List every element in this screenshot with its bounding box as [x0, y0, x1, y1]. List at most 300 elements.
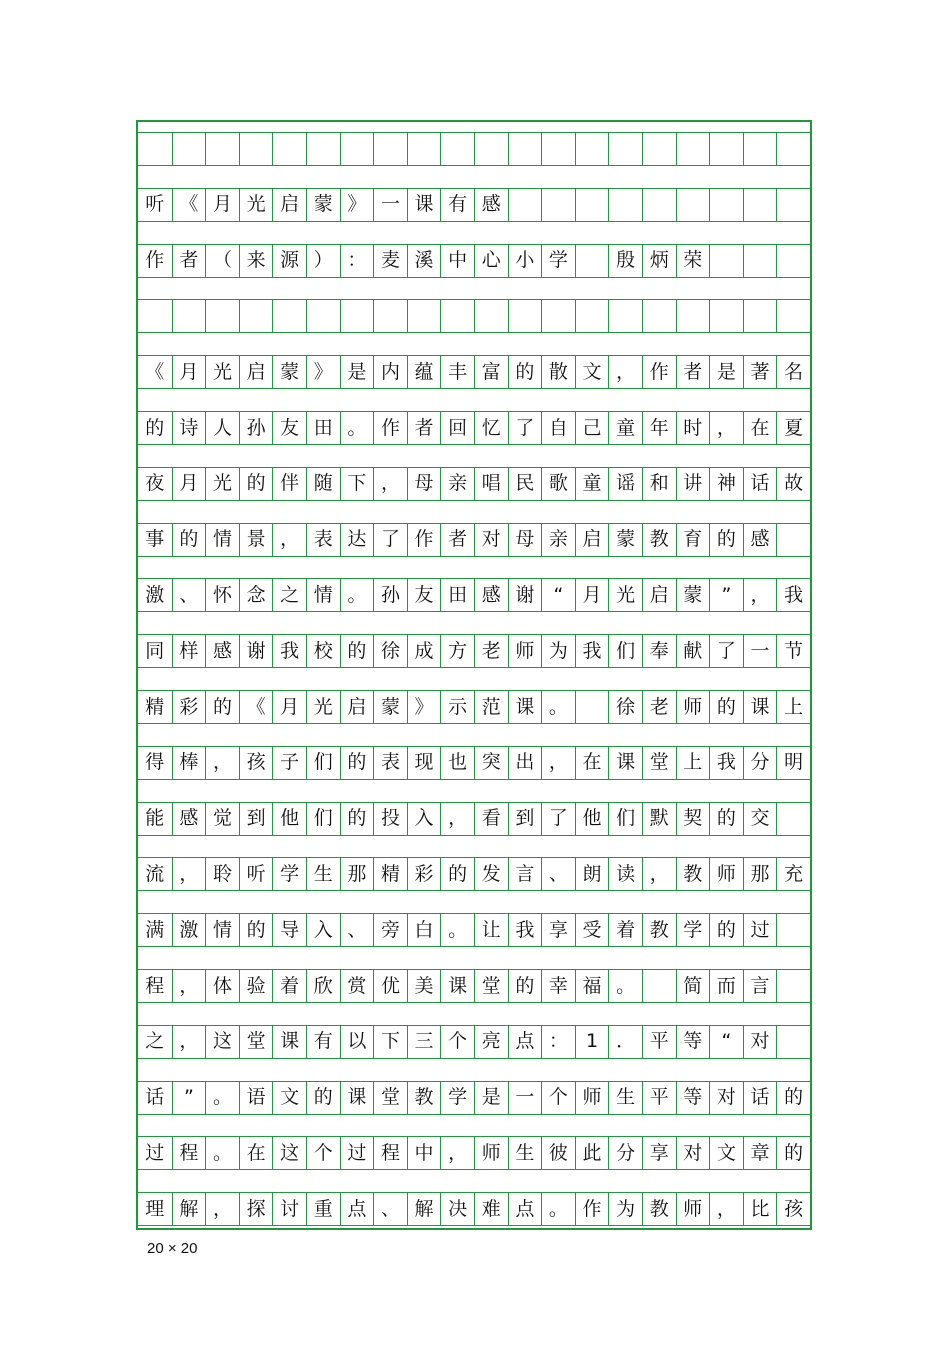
grid-cell [743, 189, 777, 221]
grid-row [138, 1192, 810, 1226]
grid-cell [239, 300, 273, 332]
grid-cell: 为 [541, 635, 575, 667]
grid-row [138, 634, 810, 668]
grid-cell: 育 [676, 524, 710, 556]
grid-cell: 母 [407, 468, 441, 500]
grid-cell: 那 [340, 858, 374, 890]
grid-cell [575, 189, 609, 221]
grid-cell: 对 [743, 1026, 777, 1058]
grid-cell: 享 [541, 914, 575, 946]
grid-cell [172, 300, 206, 332]
grid-cell: ， [709, 412, 743, 444]
grid-row [138, 802, 810, 836]
grid-cell: 发 [474, 858, 508, 890]
grid-cell: 童 [575, 468, 609, 500]
grid-cell: 学 [440, 1082, 474, 1114]
grid-cell: 歌 [541, 468, 575, 500]
grid-cell: 民 [508, 468, 542, 500]
grid-cell: 而 [709, 970, 743, 1002]
grid-cell: 感 [743, 524, 777, 556]
grid-cell: 老 [474, 635, 508, 667]
grid-cell: 田 [306, 412, 340, 444]
grid-cell: 献 [676, 635, 710, 667]
grid-cell: 验 [239, 970, 273, 1002]
grid-cell: 堂 [239, 1026, 273, 1058]
grid-cell [642, 970, 676, 1002]
grid-row [138, 355, 810, 389]
grid-cell: 作 [575, 1193, 609, 1225]
grid-cell: 情 [205, 524, 239, 556]
grid-cell: 有 [440, 189, 474, 221]
grid-cell: 光 [205, 468, 239, 500]
grid-cell: 、 [541, 858, 575, 890]
grid-cell: 《 [145, 360, 165, 383]
grid-cell: 课 [440, 970, 474, 1002]
grid-cell: 蒙 [608, 524, 642, 556]
grid-cell: 蒙 [306, 189, 340, 221]
grid-cell: 三 [407, 1026, 441, 1058]
grid-cell: 中 [440, 245, 474, 277]
grid-cell: 棒 [172, 747, 206, 779]
grid-cell: 等 [676, 1082, 710, 1114]
grid-cell: 导 [272, 914, 306, 946]
grid-cell: 童 [608, 412, 642, 444]
grid-cell: 我 [508, 914, 542, 946]
grid-cell: 教 [676, 858, 710, 890]
grid-cell: 神 [709, 468, 743, 500]
grid-cell: 启 [239, 356, 273, 388]
grid-cell [776, 133, 810, 165]
grid-cell: 课 [272, 1026, 306, 1058]
grid-cell: 年 [642, 412, 676, 444]
grid-cell: 蒙 [676, 579, 710, 611]
grid-cell: 受 [575, 914, 609, 946]
grid-cell: 殷 [608, 245, 642, 277]
grid-cell: 启 [340, 691, 374, 723]
grid-cell: 理 [145, 1197, 165, 1220]
grid-cell: 范 [474, 691, 508, 723]
grid-cell: 方 [440, 635, 474, 667]
grid-cell: （ [205, 245, 239, 277]
grid-cell: ， [743, 579, 777, 611]
grid-cell: 师 [676, 1193, 710, 1225]
grid-cell [440, 133, 474, 165]
grid-cell: 成 [407, 635, 441, 667]
grid-cell: ． [608, 1026, 642, 1058]
grid-cell: ， [440, 1137, 474, 1169]
grid-cell: 谢 [239, 635, 273, 667]
grid-cell: 下 [340, 468, 374, 500]
grid-cell: ） [306, 245, 340, 277]
grid-cell: 一 [373, 189, 407, 221]
grid-cell: 故 [776, 468, 810, 500]
grid-cell: 随 [306, 468, 340, 500]
grid-cell: 为 [608, 1193, 642, 1225]
grid-cell: ” [709, 579, 743, 611]
grid-cell: 来 [239, 245, 273, 277]
grid-cell: 母 [508, 524, 542, 556]
grid-cell: 。 [205, 1082, 239, 1114]
grid-cell [776, 245, 810, 277]
grid-cell: 人 [205, 412, 239, 444]
grid-cell: 。 [340, 412, 374, 444]
grid-cell: 作 [373, 412, 407, 444]
grid-row [138, 690, 810, 724]
grid-cell: 作 [145, 249, 165, 272]
grid-cell: 光 [608, 579, 642, 611]
grid-cell [608, 189, 642, 221]
grid-cell: 点 [508, 1193, 542, 1225]
grid-cell: 个 [440, 1026, 474, 1058]
grid-cell [642, 189, 676, 221]
grid-cell: 奉 [642, 635, 676, 667]
grid-cell: 者 [440, 524, 474, 556]
grid-cell: 学 [676, 914, 710, 946]
grid-cell: 激 [172, 914, 206, 946]
grid-cell: 事 [145, 528, 165, 551]
grid-cell: 能 [145, 807, 165, 830]
grid-cell: 教 [642, 914, 676, 946]
grid-cell: 。 [541, 1193, 575, 1225]
grid-row [138, 188, 810, 222]
grid-cell: ， [172, 858, 206, 890]
grid-cell: 同 [145, 639, 165, 662]
grid-cell [508, 189, 542, 221]
grid-cell: 让 [474, 914, 508, 946]
grid-cell: 》 [340, 189, 374, 221]
grid-cell: 孩 [776, 1193, 810, 1225]
grid-cell [709, 245, 743, 277]
grid-cell [306, 300, 340, 332]
grid-cell: 过 [743, 914, 777, 946]
grid-cell: 月 [272, 691, 306, 723]
grid-cell: 、 [373, 1193, 407, 1225]
grid-cell: 分 [743, 747, 777, 779]
grid-cell: 景 [239, 524, 273, 556]
grid-cell: 朗 [575, 858, 609, 890]
grid-cell [474, 300, 508, 332]
grid-cell: ， [172, 970, 206, 1002]
grid-cell: 也 [440, 747, 474, 779]
grid-cell: 对 [709, 1082, 743, 1114]
grid-cell: 荣 [676, 245, 710, 277]
grid-cell: 是 [340, 356, 374, 388]
grid-cell: 对 [474, 524, 508, 556]
grid-cell: 投 [373, 803, 407, 835]
grid-cell [776, 914, 810, 946]
grid-cell: 的 [172, 524, 206, 556]
grid-cell [709, 189, 743, 221]
grid-cell: 旁 [373, 914, 407, 946]
grid-cell: 生 [608, 1082, 642, 1114]
grid-cell: 的 [340, 803, 374, 835]
grid-cell: 课 [340, 1082, 374, 1114]
grid-cell: 月 [172, 468, 206, 500]
grid-cell [776, 300, 810, 332]
grid-cell: 讨 [272, 1193, 306, 1225]
grid-cell: 文 [575, 356, 609, 388]
grid-cell: ， [541, 747, 575, 779]
grid-cell: 文 [272, 1082, 306, 1114]
grid-row [138, 467, 810, 501]
grid-cell: 上 [776, 691, 810, 723]
grid-cell [373, 300, 407, 332]
grid-cell: 程 [172, 1137, 206, 1169]
grid-cell: 感 [474, 579, 508, 611]
grid-cell: 决 [440, 1193, 474, 1225]
grid-cell: 话 [743, 1082, 777, 1114]
grid-cell: 教 [642, 524, 676, 556]
grid-cell: ， [608, 356, 642, 388]
grid-cell: 表 [306, 524, 340, 556]
grid-cell: 伴 [272, 468, 306, 500]
grid-cell: 著 [743, 356, 777, 388]
grid-cell: 丰 [440, 356, 474, 388]
grid-cell: 着 [608, 914, 642, 946]
grid-cell: 一 [508, 1082, 542, 1114]
grid-cell: 情 [205, 914, 239, 946]
grid-cell: 散 [541, 356, 575, 388]
grid-row [138, 523, 810, 557]
grid-cell: 此 [575, 1137, 609, 1169]
grid-cell: 探 [239, 1193, 273, 1225]
grid-cell: 是 [474, 1082, 508, 1114]
grid-cell [709, 133, 743, 165]
grid-cell: 们 [306, 747, 340, 779]
grid-cell: 充 [776, 858, 810, 890]
grid-cell: 讲 [676, 468, 710, 500]
grid-row [138, 913, 810, 947]
grid-cell: 者 [407, 412, 441, 444]
grid-cell: 了 [709, 635, 743, 667]
grid-cell: 一 [743, 635, 777, 667]
grid-cell: 的 [239, 914, 273, 946]
grid-cell: 徐 [373, 635, 407, 667]
grid-cell: 他 [575, 803, 609, 835]
grid-cell: 我 [776, 579, 810, 611]
grid-cell: 这 [272, 1137, 306, 1169]
grid-cell: 赏 [340, 970, 374, 1002]
grid-cell: 精 [373, 858, 407, 890]
grid-cell [575, 133, 609, 165]
grid-cell: 蕴 [407, 356, 441, 388]
grid-cell: 听 [145, 193, 165, 216]
grid-cell: 那 [743, 858, 777, 890]
grid-cell: 己 [575, 412, 609, 444]
grid-cell [676, 300, 710, 332]
grid-cell: 。 [608, 970, 642, 1002]
grid-cell: 们 [608, 803, 642, 835]
grid-row [138, 746, 810, 780]
grid-cell: 内 [373, 356, 407, 388]
grid-cell [776, 970, 810, 1002]
grid-cell: 、 [172, 579, 206, 611]
grid-cell: 在 [239, 1137, 273, 1169]
grid-cell [172, 133, 206, 165]
grid-cell [676, 133, 710, 165]
grid-cell: 谢 [508, 579, 542, 611]
grid-cell: “ [541, 579, 575, 611]
grid-cell: 自 [541, 412, 575, 444]
grid-cell: 读 [608, 858, 642, 890]
grid-cell: 堂 [474, 970, 508, 1002]
grid-cell: 怀 [205, 579, 239, 611]
grid-cell: 孩 [239, 747, 273, 779]
grid-cell: 月 [172, 356, 206, 388]
grid-cell: 的 [776, 1082, 810, 1114]
grid-cell: 言 [743, 970, 777, 1002]
grid-row [138, 578, 810, 612]
grid-size-label: 20 × 20 [147, 1240, 198, 1257]
grid-cell: 谣 [608, 468, 642, 500]
grid-cell: 课 [407, 189, 441, 221]
grid-cell: 的 [508, 970, 542, 1002]
grid-cell: 月 [575, 579, 609, 611]
grid-cell: ， [272, 524, 306, 556]
grid-cell: 的 [709, 691, 743, 723]
grid-cell: 彩 [172, 691, 206, 723]
grid-cell: 作 [407, 524, 441, 556]
grid-cell: 忆 [474, 412, 508, 444]
grid-cell: 明 [776, 747, 810, 779]
grid-cell: 月 [205, 189, 239, 221]
grid-cell: 启 [272, 189, 306, 221]
grid-cell: 听 [239, 858, 273, 890]
grid-cell: 光 [205, 356, 239, 388]
grid-cell: 我 [272, 635, 306, 667]
grid-cell: 聆 [205, 858, 239, 890]
grid-cell: 示 [440, 691, 474, 723]
grid-cell: ， [205, 1193, 239, 1225]
grid-cell: “ [709, 1026, 743, 1058]
grid-cell: 点 [508, 1026, 542, 1058]
grid-cell: 的 [145, 416, 165, 439]
grid-cell: 富 [474, 356, 508, 388]
grid-cell: 师 [709, 858, 743, 890]
grid-cell: 学 [541, 245, 575, 277]
grid-cell: 等 [676, 1026, 710, 1058]
grid-cell: 、 [340, 914, 374, 946]
grid-cell: 友 [407, 579, 441, 611]
grid-cell: 的 [239, 468, 273, 500]
grid-cell [743, 300, 777, 332]
grid-cell: 言 [508, 858, 542, 890]
grid-cell: 程 [373, 1137, 407, 1169]
grid-cell: 孙 [239, 412, 273, 444]
grid-cell: 我 [709, 747, 743, 779]
grid-cell: 情 [306, 579, 340, 611]
grid-cell: 的 [709, 914, 743, 946]
grid-cell: 节 [776, 635, 810, 667]
grid-cell: 白 [407, 914, 441, 946]
grid-cell: 感 [474, 189, 508, 221]
grid-cell: 。 [340, 579, 374, 611]
grid-cell: 师 [575, 1082, 609, 1114]
grid-cell: 过 [145, 1141, 165, 1164]
grid-cell [205, 133, 239, 165]
grid-cell: 的 [508, 356, 542, 388]
grid-cell: 们 [306, 803, 340, 835]
grid-row [138, 411, 810, 445]
grid-cell: 的 [709, 524, 743, 556]
grid-cell: 分 [608, 1137, 642, 1169]
grid-cell: 夜 [145, 472, 165, 495]
grid-cell: 福 [575, 970, 609, 1002]
grid-cell: 。 [440, 914, 474, 946]
grid-cell [575, 300, 609, 332]
grid-cell: 蒙 [373, 691, 407, 723]
grid-row [138, 1025, 810, 1059]
grid-row [138, 244, 810, 278]
grid-cell: 体 [205, 970, 239, 1002]
grid-cell: 在 [575, 747, 609, 779]
grid-cell: ， [172, 1026, 206, 1058]
grid-cell: 的 [340, 747, 374, 779]
manuscript-grid-paper [136, 120, 812, 1230]
grid-cell: 彩 [407, 858, 441, 890]
grid-cell [205, 300, 239, 332]
grid-cell: 下 [373, 1026, 407, 1058]
grid-cell: 光 [306, 691, 340, 723]
grid-cell: 享 [642, 1137, 676, 1169]
grid-cell: 彼 [541, 1137, 575, 1169]
grid-cell [575, 691, 609, 723]
grid-cell: 1 [575, 1026, 609, 1058]
grid-cell: 生 [306, 858, 340, 890]
grid-cell: 课 [508, 691, 542, 723]
grid-cell [776, 189, 810, 221]
grid-cell [138, 133, 172, 165]
grid-cell: 之 [145, 1030, 165, 1053]
grid-cell: 出 [508, 747, 542, 779]
grid-cell: 小 [508, 245, 542, 277]
grid-cell: 蒙 [272, 356, 306, 388]
grid-cell [373, 133, 407, 165]
grid-cell [508, 300, 542, 332]
grid-cell: 优 [373, 970, 407, 1002]
grid-cell: 到 [239, 803, 273, 835]
grid-cell: 名 [776, 356, 810, 388]
grid-cell: 溪 [407, 245, 441, 277]
grid-cell: 师 [676, 691, 710, 723]
grid-cell: 平 [642, 1082, 676, 1114]
grid-cell: 我 [575, 635, 609, 667]
grid-cell: 的 [709, 803, 743, 835]
grid-cell: 。 [205, 1137, 239, 1169]
grid-cell: 者 [172, 245, 206, 277]
grid-row [138, 857, 810, 891]
grid-cell: 友 [272, 412, 306, 444]
grid-cell: 唱 [474, 468, 508, 500]
grid-cell [776, 803, 810, 835]
grid-cell: 点 [340, 1193, 374, 1225]
grid-cell: 感 [172, 803, 206, 835]
grid-cell: 是 [709, 356, 743, 388]
grid-cell: 精 [145, 695, 165, 718]
grid-cell: 和 [642, 468, 676, 500]
grid-cell: 个 [306, 1137, 340, 1169]
grid-cell: 堂 [642, 747, 676, 779]
grid-cell [239, 133, 273, 165]
grid-cell: 源 [272, 245, 306, 277]
grid-cell [407, 300, 441, 332]
grid-cell: 学 [272, 858, 306, 890]
grid-cell: 了 [508, 412, 542, 444]
grid-cell: 平 [642, 1026, 676, 1058]
grid-cell [407, 133, 441, 165]
grid-cell [440, 300, 474, 332]
grid-cell: 达 [340, 524, 374, 556]
